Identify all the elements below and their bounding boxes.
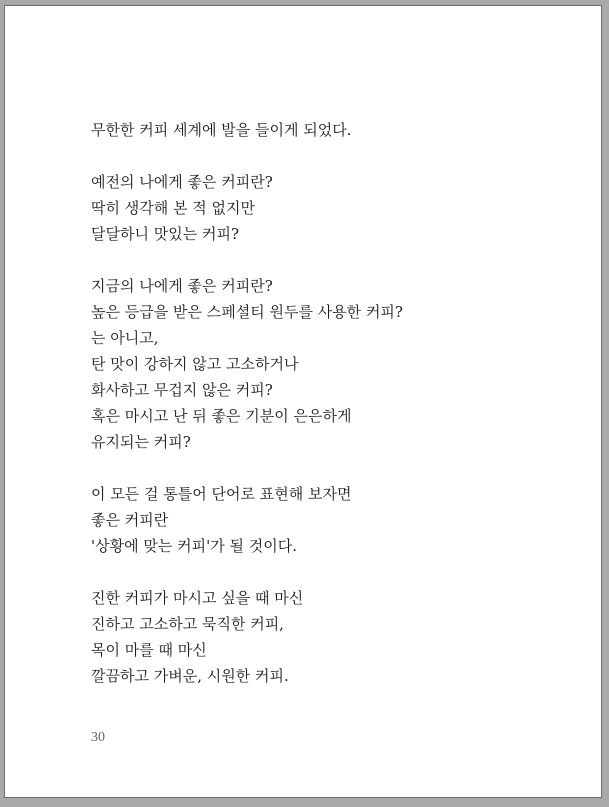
stanza	[91, 585, 561, 689]
text-line: 예전의 나에게 좋은 커피란?	[91, 173, 273, 191]
poem-text	[91, 117, 561, 689]
page-number: 30	[91, 730, 105, 745]
stanza-gap	[91, 455, 561, 481]
text-line: 깔끔하고 가벼운, 시원한 커피.	[91, 667, 289, 685]
text-line: 높은 등급을 받은 스페셜티 원두를 사용한 커피?	[91, 303, 403, 321]
text-line: 혹은 마시고 난 뒤 좋은 기분이 은은하게	[91, 407, 352, 425]
stanza	[91, 481, 561, 559]
text-line: 화사하고 무겁지 않은 커피?	[91, 381, 273, 399]
text-line: 딱히 생각해 본 적 없지만	[91, 199, 255, 217]
stanza-gap	[91, 143, 561, 169]
text-line: 유지되는 커피?	[91, 433, 191, 451]
stanza-gap	[91, 559, 561, 585]
text-line: 탄 맛이 강하지 않고 고소하거나	[91, 355, 299, 373]
text-line: 는 아니고,	[91, 329, 159, 347]
text-line: 진한 커피가 마시고 싶을 때 마신	[91, 589, 304, 607]
text-line: 지금의 나에게 좋은 커피란?	[91, 277, 273, 295]
text-line: 목이 마를 때 마신	[91, 641, 207, 659]
text-line: 이 모든 걸 통틀어 단어로 표현해 보자면	[91, 485, 352, 503]
text-line: 진하고 고소하고 묵직한 커피,	[91, 615, 284, 633]
text-line: '상황에 맞는 커피'가 될 것이다.	[91, 537, 297, 555]
text-line: 좋은 커피란	[91, 511, 169, 529]
document-page	[4, 5, 602, 798]
text-line: 무한한 커피 세계에 발을 들이게 되었다.	[91, 121, 352, 139]
stanza	[91, 169, 561, 247]
stanza	[91, 117, 561, 143]
stanza	[91, 273, 561, 455]
stanza-gap	[91, 247, 561, 273]
text-line: 달달하니 맛있는 커피?	[91, 225, 239, 243]
